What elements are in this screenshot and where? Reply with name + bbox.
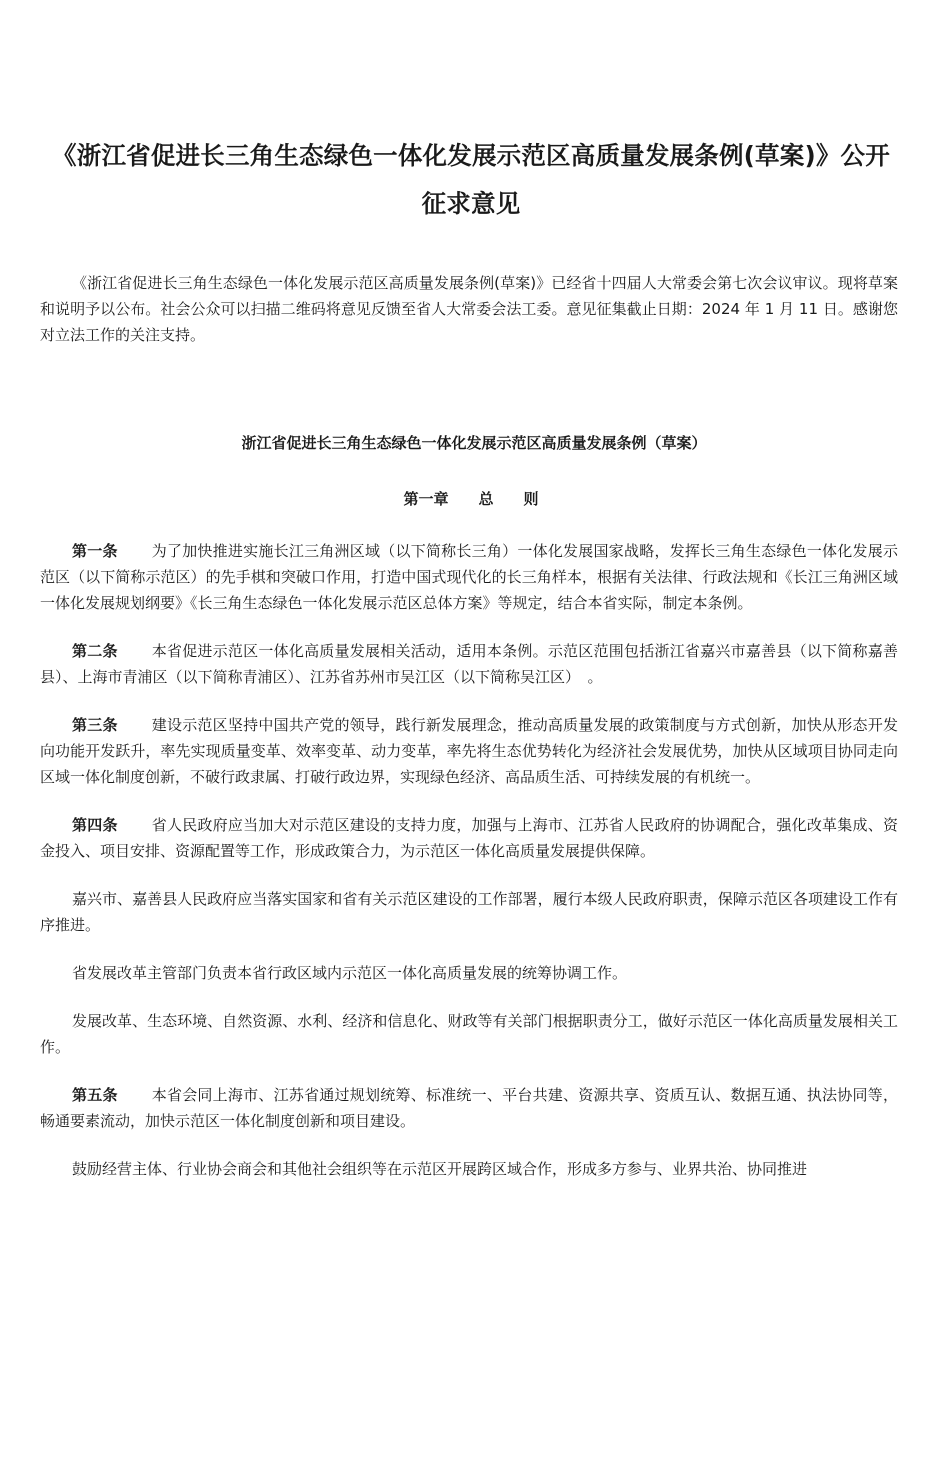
article-4-clause-4 xyxy=(40,1008,898,1060)
article-2 xyxy=(40,638,898,690)
chapter-heading: 第一章 总 则 xyxy=(403,490,539,508)
article-text: 建设示范区坚持中国共产党的领导，践行新发展理念，推动高质量发展的政策制度与方式创新，加快从形态开发向功能开发跃升，率先实现质量变革、效率变革、动力变革，率先将生态优势转化为经济社会发展优势，加快从区域项目协同走向区域一体化制度创新，不破行政隶属、打破行政边界，实现绿色经济、高品质生活、可持续发展的有机统一。 xyxy=(40,716,898,786)
article-5-clause-2 xyxy=(40,1156,898,1182)
article-text: 为了加快推进实施长江三角洲区域（以下简称长三角）一体化发展国家战略，发挥长三角生态绿色一体化发展示范区（以下简称示范区）的先手棋和突破口作用，打造中国式现代化的长三角样本，根据有关法律、行政法规和《长江三角洲区域一体化发展规划纲要》《长三角生态绿色一体化发展示范区总体方案》等规定，结合本省实际，制定本条例。 xyxy=(40,542,898,612)
document-page xyxy=(0,132,950,1476)
intro-paragraph: 《浙江省促进长三角生态绿色一体化发展示范区高质量发展条例(草案)》已经省十四届人大常委会第七次会议审议。现将草案和说明予以公布。社会公众可以扫描二维码将意见反馈至省人大常委会法工委。意见征集截止日期：2024 年 1 月 11 日。感谢您对立法工作的关注支持。 xyxy=(40,274,898,344)
document-title: 《浙江省促进长三角生态绿色一体化发展示范区高质量发展条例(草案)》公开征求意见 xyxy=(52,141,890,218)
article-text: 省人民政府应当加大对示范区建设的支持力度，加强与上海市、江苏省人民政府的协调配合，强化改革集成、资金投入、项目安排、资源配置等工作，形成政策合力，为示范区一体化高质量发展提供保障。 xyxy=(40,816,898,860)
paragraph-text: 省发展改革主管部门负责本省行政区域内示范区一体化高质量发展的统筹协调工作。 xyxy=(72,964,628,982)
article-label: 第三条 xyxy=(72,716,118,734)
article-label: 第四条 xyxy=(72,816,118,834)
article-4-clause-2 xyxy=(40,886,898,938)
law-title: 浙江省促进长三角生态绿色一体化发展示范区高质量发展条例（草案） xyxy=(241,434,707,452)
article-4-clause-3 xyxy=(40,960,898,986)
article-3 xyxy=(40,712,898,790)
paragraph-text: 嘉兴市、嘉善县人民政府应当落实国家和省有关示范区建设的工作部署，履行本级人民政府职责，保障示范区各项建设工作有序推进。 xyxy=(40,890,898,934)
article-text: 本省促进示范区一体化高质量发展相关活动，适用本条例。示范区范围包括浙江省嘉兴市嘉善县（以下简称嘉善县）、上海市青浦区（以下简称青浦区）、江苏省苏州市吴江区（以下简称吴江区） 。 xyxy=(40,642,898,686)
article-text: 本省会同上海市、江苏省通过规划统筹、标准统一、平台共建、资源共享、资质互认、数据互通、执法协同等，畅通要素流动，加快示范区一体化制度创新和项目建设。 xyxy=(40,1086,898,1130)
article-label: 第二条 xyxy=(72,642,118,660)
article-1 xyxy=(40,538,898,616)
paragraph-text: 鼓励经营主体、行业协会商会和其他社会组织等在示范区开展跨区域合作，形成多方参与、业界共治、协同推进 xyxy=(72,1160,808,1178)
article-label: 第五条 xyxy=(72,1086,118,1104)
article-5 xyxy=(40,1082,898,1134)
article-4 xyxy=(40,812,898,864)
article-label: 第一条 xyxy=(72,542,118,560)
paragraph-text: 发展改革、生态环境、自然资源、水利、经济和信息化、财政等有关部门根据职责分工，做好示范区一体化高质量发展相关工作。 xyxy=(40,1012,898,1056)
